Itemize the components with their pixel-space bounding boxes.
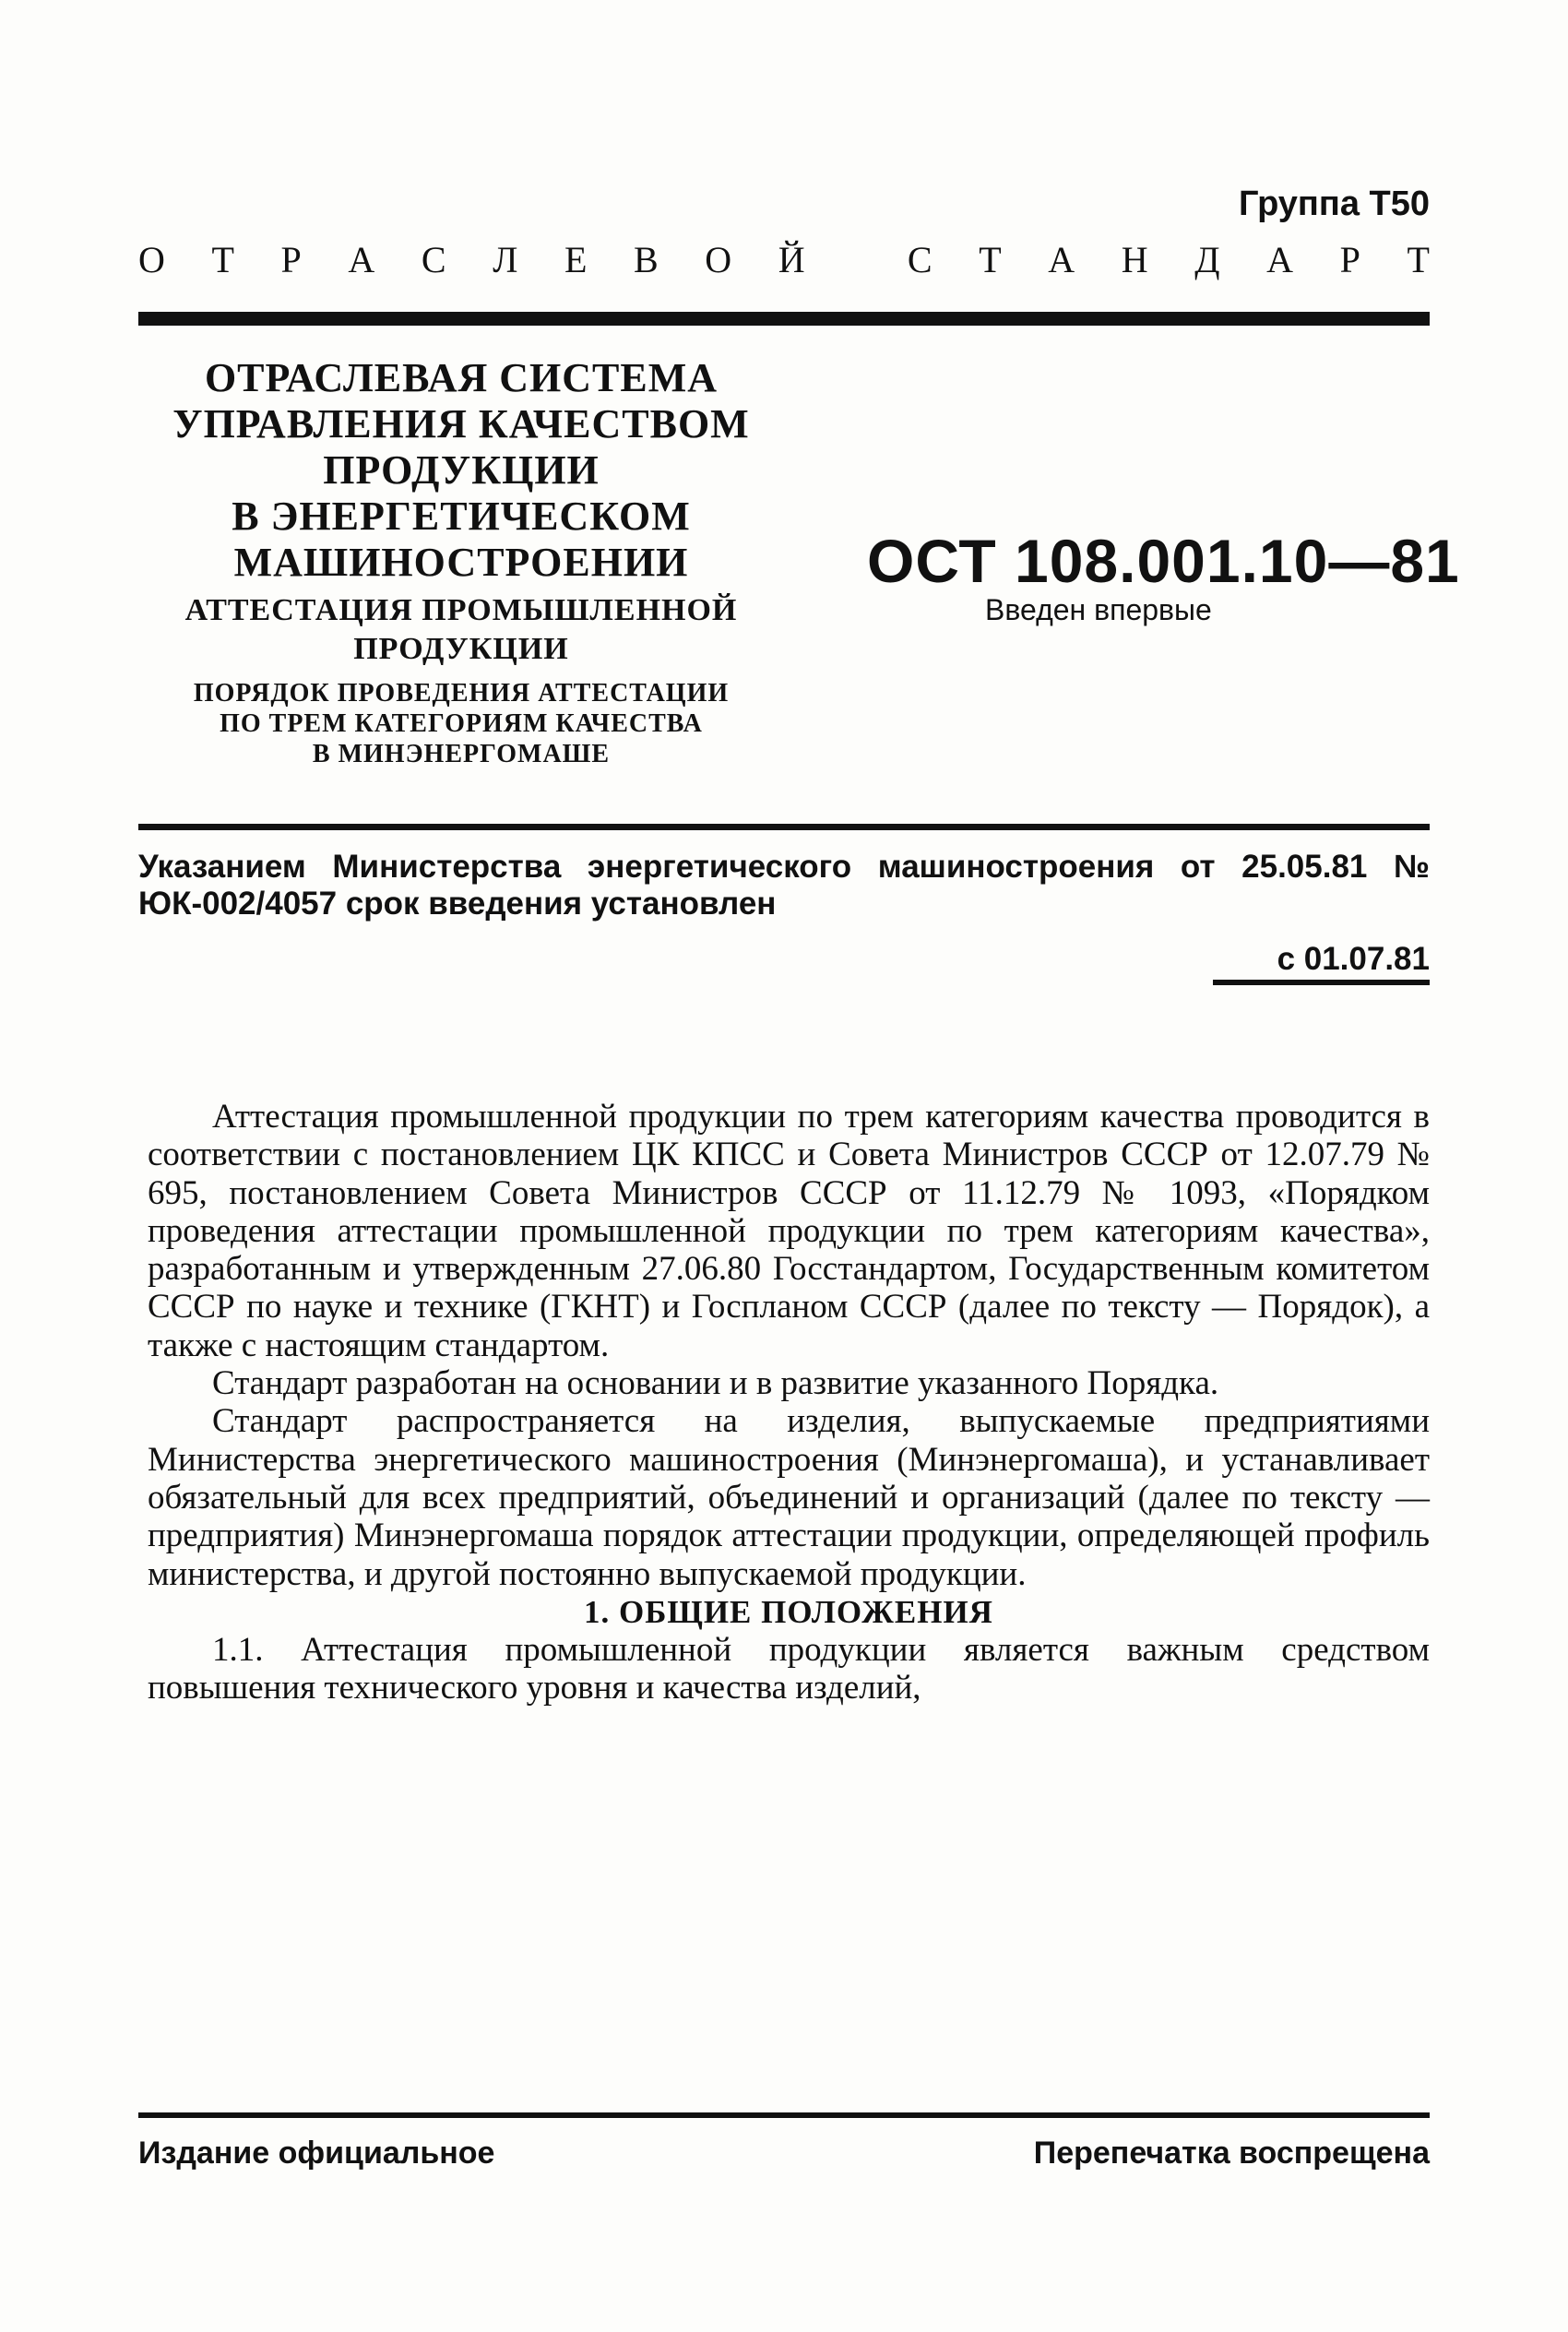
body-text bbox=[148, 1098, 1430, 1707]
standard-code: ОСТ 108.001.10—81 bbox=[867, 527, 1460, 595]
banner-letter: О bbox=[705, 239, 732, 280]
paragraph: 1.1. Аттестация промышленной продукции является важным средством повышения технического уровня и качества изделий, bbox=[148, 1631, 1430, 1707]
title-main bbox=[138, 355, 784, 586]
banner-letter: А bbox=[1048, 239, 1075, 280]
effective-date: с 01.07.81 bbox=[1277, 941, 1430, 977]
title-line: ПРОДУКЦИИ bbox=[353, 632, 569, 666]
title-line: УПРАВЛЕНИЯ КАЧЕСТВОМ bbox=[172, 401, 750, 446]
banner-letter: Р bbox=[1339, 239, 1360, 280]
standard-status: Введен впервые bbox=[985, 593, 1212, 626]
banner-letter: Н bbox=[1121, 239, 1148, 280]
title-line: В МИНЭНЕРГОМАШЕ bbox=[312, 740, 611, 768]
paragraph: Аттестация промышленной продукции по трем категориям качества проводится в соответствии с постановлением ЦК КПСС и Совета Министров СССР от 12.07.79 № 695, постановлением Совета Министров СССР от 11.12.79 № 1093, «Порядком проведения аттестации промышленной продукции по трем категориям качества», разработанным и утвержденным 27.06.80 Госстандартом, Государственным комитетом СССР по науке и технике (ГКНТ) и Госпланом СССР (далее по тексту — Порядок), а также с настоящим стандартом. bbox=[148, 1098, 1430, 1364]
title-line: ОТРАСЛЕВАЯ СИСТЕМА bbox=[204, 355, 719, 400]
reprint-prohibited-label: Перепечатка воспрещена bbox=[1033, 2136, 1430, 2171]
banner-letter: С bbox=[907, 239, 932, 280]
title-sub bbox=[138, 591, 784, 669]
standard-banner bbox=[138, 238, 1430, 281]
banner-letter bbox=[851, 238, 861, 281]
middle-rule bbox=[138, 824, 1430, 830]
official-edition-label: Издание официальное bbox=[138, 2136, 495, 2171]
banner-letter: А bbox=[1266, 239, 1294, 280]
banner-letter: Т bbox=[979, 239, 1002, 280]
banner-letter: В bbox=[634, 239, 659, 280]
banner-letter: О bbox=[138, 239, 165, 280]
banner-letter: С bbox=[421, 239, 446, 280]
banner-letter: Й bbox=[778, 239, 805, 280]
title-line: ПО ТРЕМ КАТЕГОРИЯМ КАЧЕСТВА bbox=[220, 709, 703, 738]
decree-text: Указанием Министерства энергетического машиностроения от 25.05.81 № ЮК-002/4057 срок введения установлен bbox=[138, 849, 1430, 922]
group-label: Группа Т50 bbox=[1238, 184, 1430, 223]
top-thick-rule bbox=[138, 312, 1430, 326]
banner-letter: Л bbox=[493, 239, 518, 280]
banner-letter: Д bbox=[1194, 239, 1220, 280]
title-line: ПОРЯДОК ПРОВЕДЕНИЯ АТТЕСТАЦИИ bbox=[193, 679, 730, 708]
footer-rule bbox=[138, 2112, 1430, 2118]
title-subsub bbox=[138, 678, 784, 769]
standard-title bbox=[138, 355, 784, 769]
title-line: ПРОДУКЦИИ bbox=[323, 447, 600, 493]
effective-underline bbox=[1213, 980, 1430, 985]
banner-letter: Е bbox=[564, 239, 588, 280]
title-line: В ЭНЕРГЕТИЧЕСКОМ bbox=[232, 494, 691, 539]
banner-letter: А bbox=[348, 239, 375, 280]
title-line: АТТЕСТАЦИЯ ПРОМЫШЛЕННОЙ bbox=[184, 593, 738, 627]
banner-letter: Т bbox=[1407, 239, 1430, 280]
paragraph: Стандарт разработан на основании и в развитие указанного Порядка. bbox=[212, 1364, 1219, 1403]
banner-letter: Т bbox=[211, 239, 234, 280]
banner-letter: Р bbox=[280, 239, 302, 280]
paragraph: Стандарт распространяется на изделия, выпускаемые предприятиями Министерства энергетического машиностроения (Минэнергомаша), и устанавливает обязательный для всех предприятий, объединений и организаций (далее по тексту — предприятия) Минэнергомаша порядок аттестации продукции, определяющей профиль министерства, и другой постоянно выпускаемой продукции. bbox=[148, 1402, 1430, 1593]
title-line: МАШИНОСТРОЕНИИ bbox=[233, 540, 689, 585]
section-heading: 1. ОБЩИЕ ПОЛОЖЕНИЯ bbox=[584, 1593, 993, 1630]
